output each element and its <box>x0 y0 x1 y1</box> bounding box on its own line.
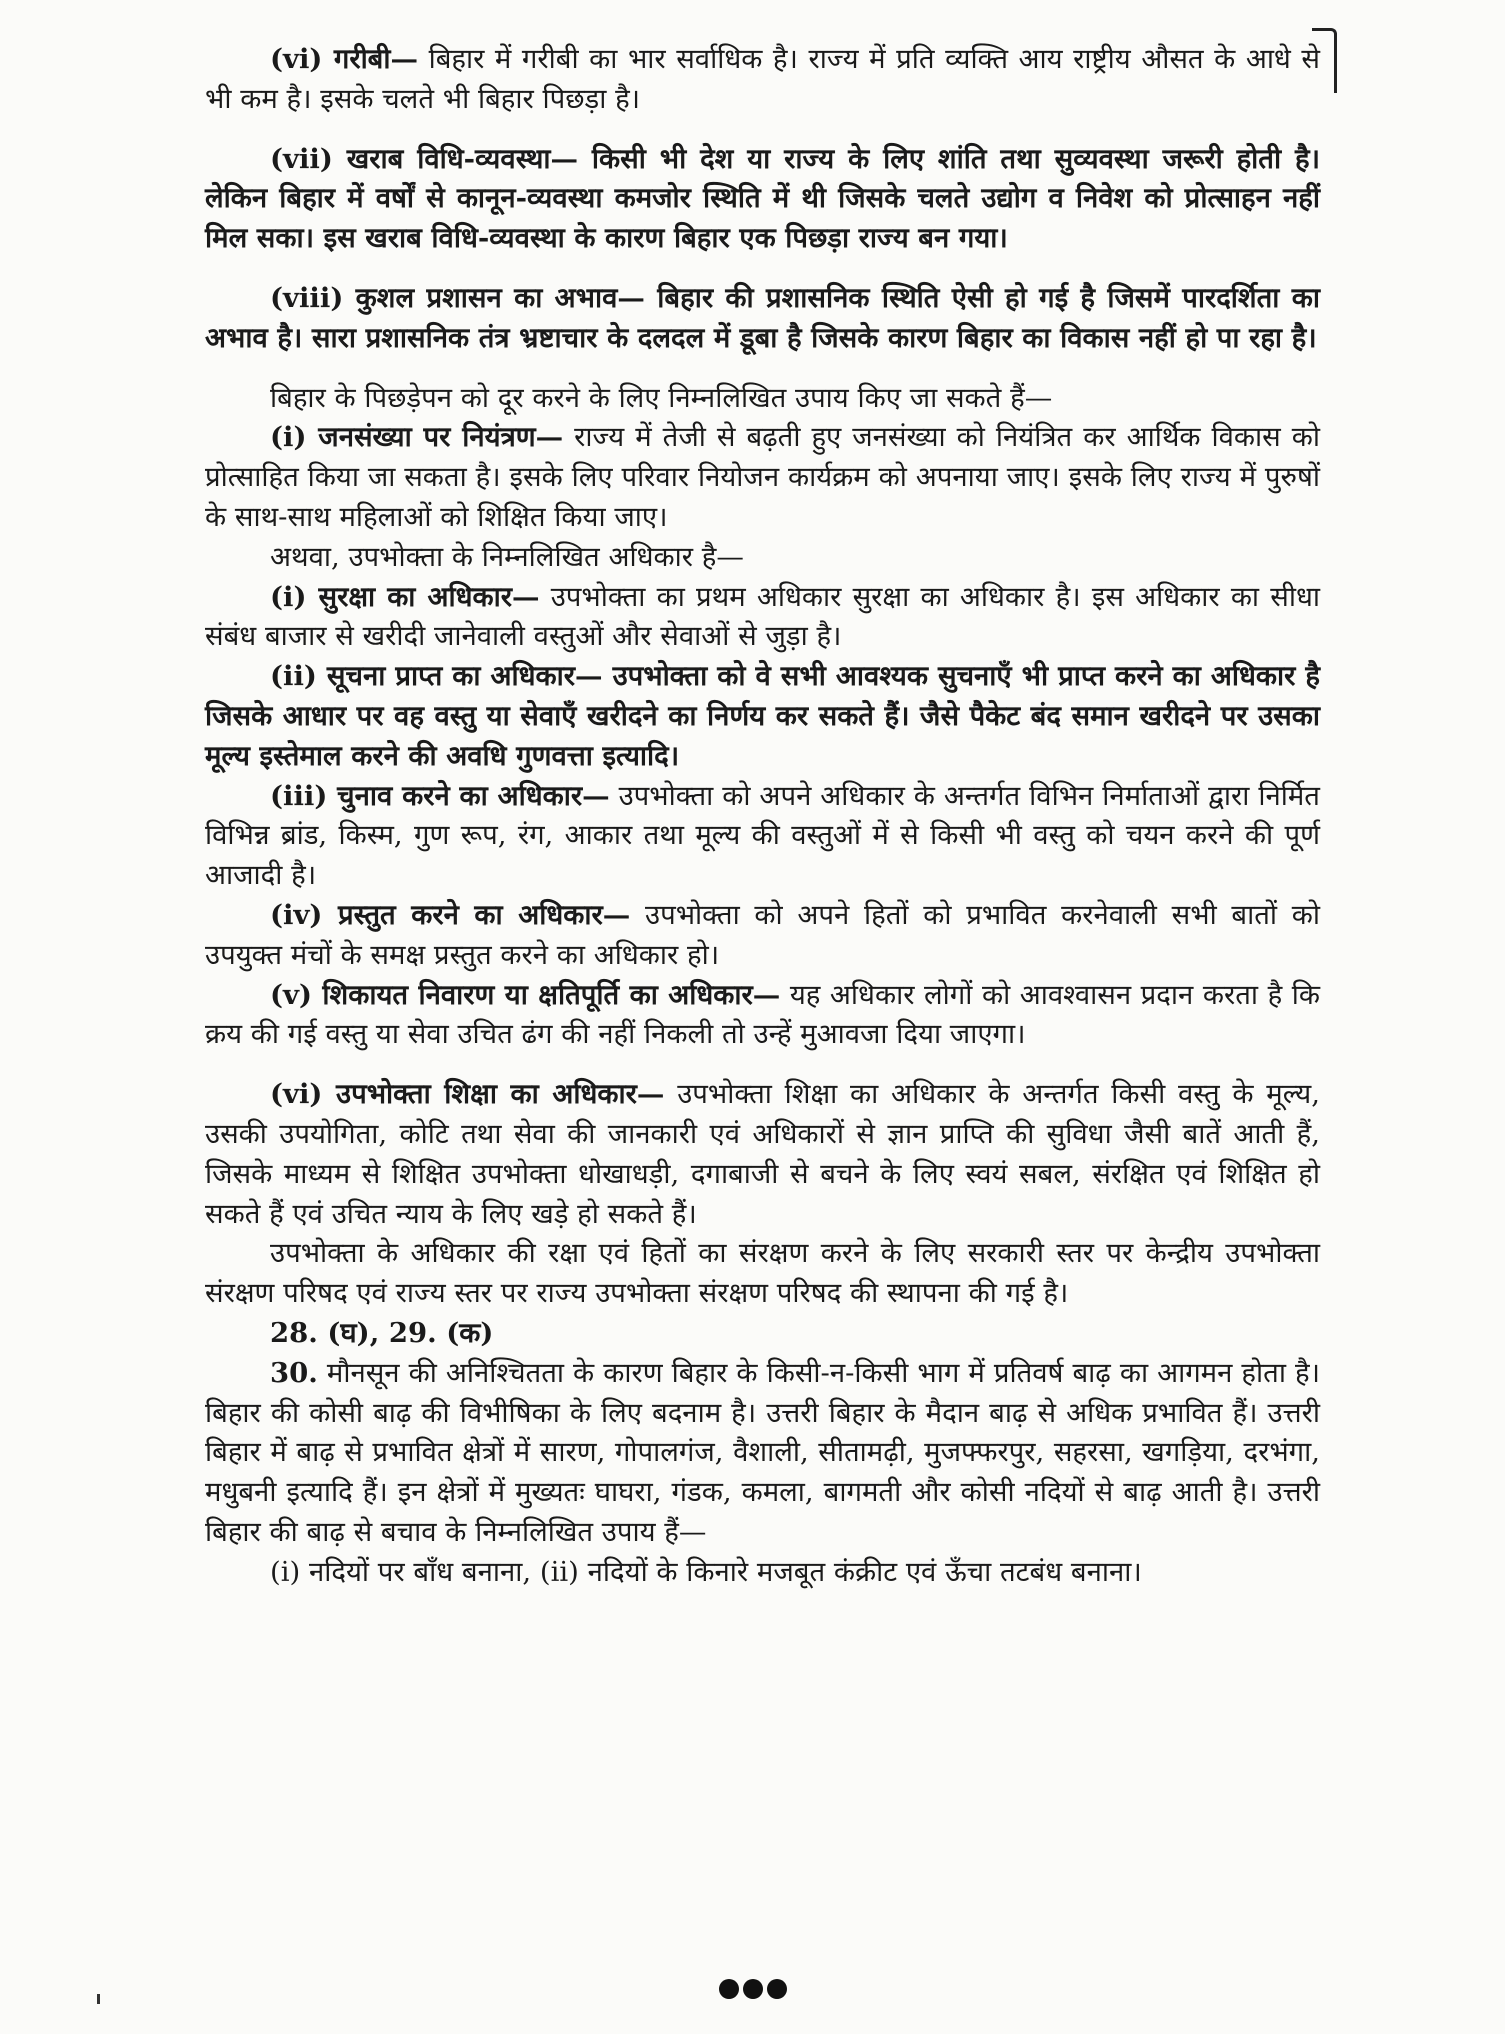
paragraph-text: उपभोक्ता को अपने हितों को प्रभावित करनेवाली सभी बातों को उपयुक्त मंचों के समक्ष प्रस्तुत करने का अधिकार हो। <box>205 898 1320 971</box>
paragraph-text: राज्य में तेजी से बढ़ती हुए जनसंख्या को नियंत्रित कर आर्थिक विकास को प्रोत्साहित किया जा सकता है। इसके लिए परिवार नियोजन कार्यक्रम को अपनाया जाए। इसके लिए राज्य में पुरुषों के साथ-साथ महिलाओं को शिक्षित किया जाए। <box>205 421 1321 533</box>
paragraph-text: किसी भी देश या राज्य के लिए शांति तथा सुव्यवस्था जरूरी होती है। लेकिन बिहार में वर्षों से कानून-व्यवस्था कमजोर स्थिति में थी जिसके चलते उद्योग व निवेश को प्रोत्साहन नहीं मिल सका। इस खराब विधि-व्यवस्था के कारण बिहार एक पिछड़ा राज्य बन गया। <box>205 142 1320 255</box>
paragraph-gap <box>205 1055 1320 1075</box>
paragraph-label: (vi) उपभोक्ता शिक्षा का अधिकार— <box>270 1078 665 1111</box>
end-ornament <box>0 1972 1505 2007</box>
paragraph-label: (i) सुरक्षा का अधिकार— <box>270 580 540 613</box>
paragraph <box>205 1553 1320 1593</box>
paragraph-text: बिहार की प्रशासनिक स्थिति ऐसी हो गई है जिसमें पारदर्शिता का अभाव है। सारा प्रशासनिक तंत्र भ्रष्टाचार के दलदल में डूबा है जिसके कारण बिहार का विकास नहीं हो पा रहा है। <box>205 281 1320 354</box>
paragraph <box>205 1354 1320 1553</box>
paragraph <box>205 657 1320 776</box>
ornament-dot <box>767 1979 787 1999</box>
ornament-dot <box>719 1979 739 1999</box>
paragraph-text: बिहार के पिछड़ेपन को दूर करने के लिए निम्नलिखित उपाय किए जा सकते हैं— <box>270 381 1053 414</box>
paragraph-text: उपभोक्ता का प्रथम अधिकार सुरक्षा का अधिकार है। इस अधिकार का सीधा संबंध बाजार से खरीदी जानेवाली वस्तुओं और सेवाओं से जुड़ा है। <box>205 580 1320 653</box>
margin-mark <box>97 1994 100 2004</box>
paragraph <box>205 40 1320 120</box>
paragraph-text: (i) नदियों पर बाँध बनाना, (ii) नदियों के किनारे मजबूत कंक्रीट एवं ऊँचा तटबंध बनाना। <box>270 1555 1142 1588</box>
paragraph <box>205 777 1320 896</box>
paragraph <box>205 976 1320 1056</box>
paragraph-label: (i) जनसंख्या पर नियंत्रण— <box>270 421 564 454</box>
paragraph-gap <box>205 120 1320 140</box>
paragraph-label: (vii) खराब विधि-व्यवस्था— <box>270 142 579 175</box>
paragraph <box>205 578 1320 658</box>
paragraph-label: (ii) सूचना प्राप्त का अधिकार— <box>270 660 603 693</box>
ornament-dot <box>743 1979 763 1999</box>
paragraph <box>205 1075 1320 1234</box>
paragraph-text: 28. (घ), 29. (क) <box>270 1316 494 1349</box>
paragraph-label: (vi) गरीबी— <box>270 43 419 75</box>
paragraph-label: (viii) कुशल प्रशासन का अभाव— <box>270 281 645 314</box>
paragraph <box>205 379 1320 419</box>
paragraph <box>205 418 1320 537</box>
paragraph <box>205 896 1320 976</box>
paragraph-text: उपभोक्ता को अपने अधिकार के अन्तर्गत विभिन निर्माताओं द्वारा निर्मित विभिन्न ब्रांड, किस्म, गुण रूप, रंग, आकार तथा मूल्य की वस्तुओं में से किसी भी वस्तु को चयन करने की पूर्ण आजादी है। <box>205 779 1320 892</box>
document-body <box>205 40 1320 1592</box>
paragraph-text: मौनसून की अनिश्चितता के कारण बिहार के किसी-न-किसी भाग में प्रतिवर्ष बाढ़ का आगमन होता है। बिहार की कोसी बाढ़ की विभीषिका के लिए बदनाम है। उत्तरी बिहार के मैदान बाढ़ से अधिक प्रभावित हैं। उत्तरी बिहार में बाढ़ से प्रभावित क्षेत्रों में सारण, गोपालगंज, वैशाली, सीतामढ़ी, मुजफ्फरपुर, सहरसा, खगड़िया, दरभंगा, मधुबनी इत्यादि हैं। इन क्षेत्रों में मुख्यतः घाघरा, गंडक, कमला, बागमती और कोसी नदियों से बाढ़ आती है। उत्तरी बिहार की बाढ़ से बचाव के निम्नलिखित उपाय हैं— <box>205 1356 1320 1548</box>
paragraph <box>205 1314 1320 1354</box>
paragraph-gap <box>205 259 1320 279</box>
paragraph <box>205 538 1320 578</box>
paragraph-label: (v) शिकायत निवारण या क्षतिपूर्ति का अधिकार— <box>270 978 781 1011</box>
paragraph-label: (iv) प्रस्तुत करने का अधिकार— <box>270 898 631 931</box>
paragraph <box>205 140 1320 259</box>
paragraph-text: अथवा, उपभोक्ता के निम्नलिखित अधिकार है— <box>270 540 744 573</box>
paragraph-label: 30. <box>270 1356 318 1389</box>
paragraph-text: उपभोक्ता शिक्षा का अधिकार के अन्तर्गत किसी वस्तु के मूल्य, उसकी उपयोगिता, कोटि तथा सेवा की जानकारी एवं अधिकारों से ज्ञान प्राप्ति की सुविधा जैसी बातें आती हैं, जिसके माध्यम से शिक्षित उपभोक्ता धोखाधड़ी, दगाबाजी से बचने के लिए स्वयं सबल, संरक्षित एवं शिक्षित हो सकते हैं एवं उचित न्याय के लिए खड़े हो सकते हैं। <box>205 1078 1321 1230</box>
paragraph-text: यह अधिकार लोगों को आवश्वासन प्रदान करता है कि क्रय की गई वस्तु या सेवा उचित ढंग की नहीं निकली तो उन्हें मुआवजा दिया जाएगा। <box>205 978 1320 1051</box>
paragraph <box>205 1234 1320 1314</box>
paragraph <box>205 279 1320 359</box>
paragraph-label: (iii) चुनाव करने का अधिकार— <box>270 779 610 812</box>
paragraph-text: उपभोक्ता को वे सभी आवश्यक सुचनाएँ भी प्राप्त करने का अधिकार है जिसके आधार पर वह वस्तु या सेवाएँ खरीदने का निर्णय कर सकते हैं। जैसे पैकेट बंद समान खरीदने पर उसका मूल्य इस्तेमाल करने की अवधि गुणवत्ता इत्यादि। <box>205 660 1321 772</box>
paragraph-text: बिहार में गरीबी का भार सर्वाधिक है। राज्य में प्रति व्यक्ति आय राष्ट्रीय औसत के आधे से भी कम है। इसके चलते भी बिहार पिछड़ा है। <box>205 43 1320 115</box>
paragraph-gap <box>205 359 1320 379</box>
paragraph-text: उपभोक्ता के अधिकार की रक्षा एवं हितों का संरक्षण करने के लिए सरकारी स्तर पर केन्द्रीय उपभोक्ता संरक्षण परिषद एवं राज्य स्तर पर राज्य उपभोक्ता संरक्षण परिषद की स्थापना की गई है। <box>205 1237 1320 1310</box>
